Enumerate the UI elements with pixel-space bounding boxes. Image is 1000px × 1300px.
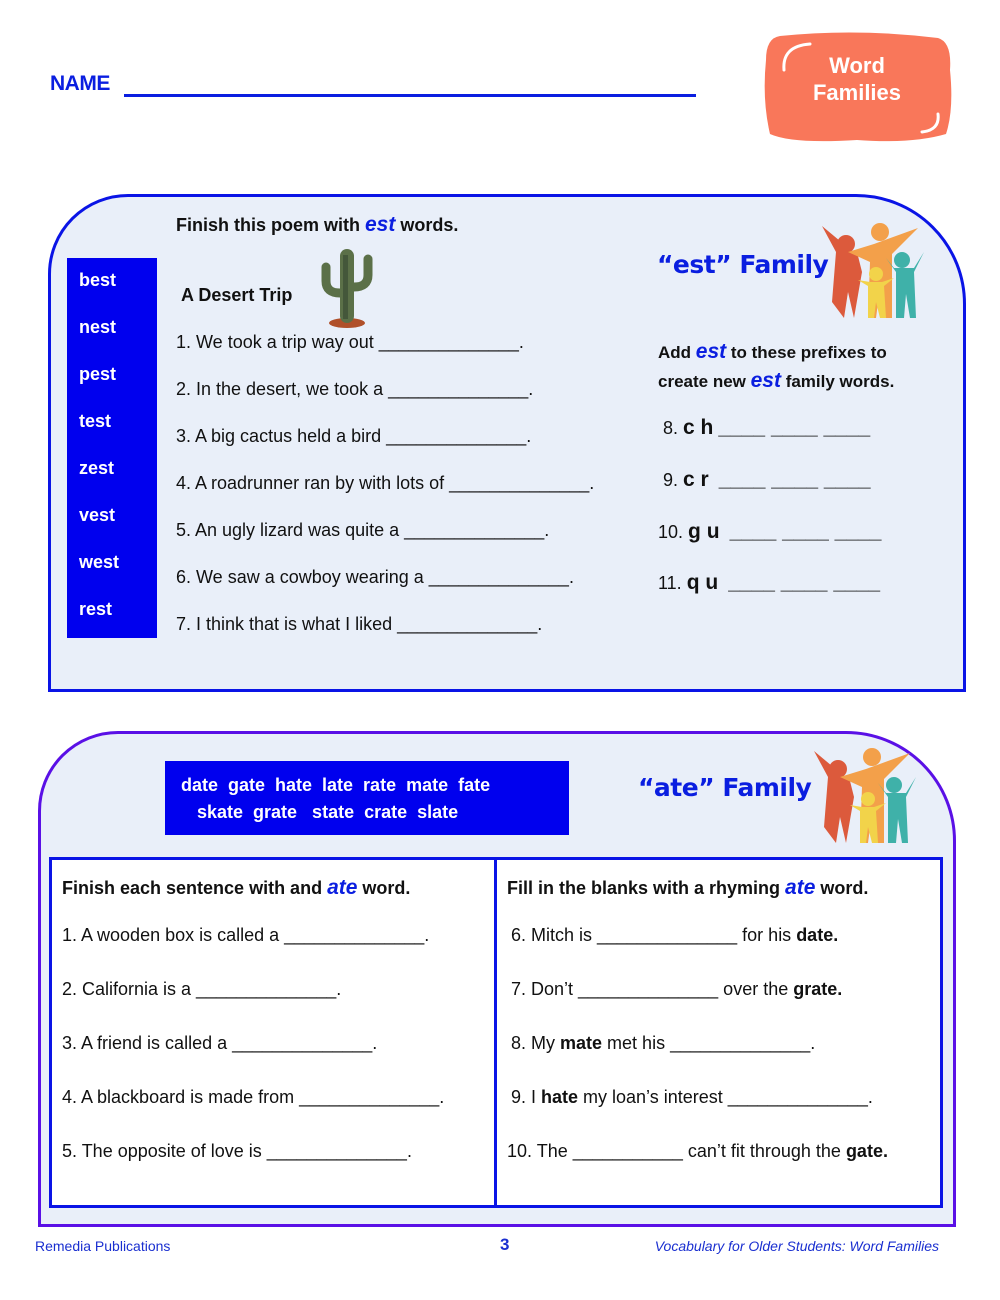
sentence-text: 8. My (511, 1033, 561, 1053)
heading-text-end: word. (357, 878, 411, 898)
sentence (507, 1141, 888, 1162)
est-family-title: “est” Family (657, 250, 829, 279)
sentence (511, 1087, 873, 1108)
panel-heading (507, 876, 868, 900)
sentence-bold: gate. (845, 1141, 888, 1161)
prefix-letters: c h (683, 416, 714, 439)
prefix-instruction (658, 338, 894, 396)
instruction-text: Finish this poem with (176, 215, 365, 235)
prefix-number: 11. (658, 573, 682, 593)
poem-line: 1. We took a trip way out ______________. (176, 332, 524, 352)
page-number: 3 (500, 1235, 510, 1254)
word-item: test (79, 411, 112, 431)
word-item: pest (79, 364, 117, 384)
sentence (511, 925, 838, 946)
ate-word-list (165, 761, 569, 835)
word-list-line: date gate hate late rate mate fate (181, 775, 491, 795)
sentence-bold: grate. (793, 979, 843, 999)
sentence-panel-left (49, 857, 499, 1208)
heading-highlight: ate (785, 876, 816, 899)
name-input-line[interactable] (124, 94, 696, 97)
add-text-end: family words. (780, 372, 895, 391)
word-item: nest (79, 317, 117, 337)
sentence: 4. A blackboard is made from ______________. (62, 1087, 445, 1107)
prefix-number: 10. (658, 522, 684, 542)
sentence-bold: mate (560, 1033, 603, 1053)
word-item: vest (79, 505, 116, 525)
prefix-blanks[interactable]: ____ ____ ____ (718, 416, 871, 439)
sentence-bold: hate (541, 1087, 579, 1107)
heading-text: Fill in the blanks with a rhyming (507, 878, 786, 898)
prefix-letters: g u (688, 520, 720, 543)
est-instruction (176, 213, 458, 237)
word-families-badge (762, 30, 952, 142)
sentence-bold: date. (796, 925, 839, 945)
prefix-item (663, 468, 871, 492)
poem-line: 5. An ugly lizard was quite a ______________. (176, 520, 550, 540)
prefix-item (663, 416, 870, 440)
poem-line: 7. I think that is what I liked ______________. (176, 614, 543, 634)
sentence-text: 10. The ___________ can’t fit through the (507, 1141, 846, 1161)
sentence: 1. A wooden box is called a ______________. (62, 925, 430, 945)
poem-line: 6. We saw a cowboy wearing a ______________. (176, 567, 574, 587)
word-item: zest (79, 458, 115, 478)
book-title: Vocabulary for Older Students: Word Families (654, 1238, 939, 1254)
instruction-text-end: words. (395, 215, 459, 235)
family-icon (818, 222, 926, 320)
cactus-icon (314, 245, 380, 329)
name-label: NAME (50, 72, 110, 95)
instruction-highlight: est (365, 213, 396, 236)
prefix-blanks[interactable]: ____ ____ ____ (728, 571, 881, 594)
prefix-item (658, 571, 880, 595)
panel-heading (62, 876, 410, 900)
sentence-text-end: my loan’s interest ______________. (578, 1087, 873, 1107)
poem-line: 4. A roadrunner ran by with lots of ______________. (176, 473, 595, 493)
prefix-item (658, 520, 881, 544)
est-word-list (67, 258, 157, 638)
heading-text-end: word. (815, 878, 869, 898)
poem-title: A Desert Trip (181, 285, 293, 305)
sentence: 2. California is a ______________. (62, 979, 342, 999)
add-text: create new (658, 372, 751, 391)
poem-line: 2. In the desert, we took a ______________. (176, 379, 534, 399)
heading-text: Finish each sentence with and (62, 878, 328, 898)
word-list-line: skate grate state crate slate (197, 802, 459, 822)
prefix-blanks[interactable]: ____ ____ ____ (729, 520, 882, 543)
sentence (511, 1033, 815, 1054)
sentence-panel-right (494, 857, 943, 1208)
prefix-letters: c r (683, 468, 709, 491)
prefix-number: 8. (663, 418, 679, 438)
add-text-end: to these prefixes to (726, 343, 887, 362)
prefix-number: 9. (663, 470, 679, 490)
prefix-letters: q u (686, 571, 719, 594)
add-highlight: est (695, 340, 727, 363)
add-text: Add (658, 343, 696, 362)
badge-line-1: Word (829, 53, 885, 78)
sentence-text: 9. I (511, 1087, 542, 1107)
heading-highlight: ate (327, 876, 358, 899)
word-item: rest (79, 599, 113, 619)
ate-family-title: “ate” Family (638, 773, 812, 802)
sentence: 3. A friend is called a ______________. (62, 1033, 378, 1053)
sentence: 5. The opposite of love is ______________. (62, 1141, 412, 1161)
word-item: west (79, 552, 120, 572)
word-item: best (79, 270, 117, 290)
sentence (511, 979, 842, 1000)
badge-line-2: Families (812, 80, 902, 105)
family-icon (810, 747, 918, 845)
poem-line: 3. A big cactus held a bird ______________. (176, 426, 532, 446)
sentence-text: 6. Mitch is ______________ for his (511, 925, 797, 945)
publisher: Remedia Publications (35, 1238, 171, 1254)
add-highlight: est (750, 369, 781, 392)
prefix-blanks[interactable]: ____ ____ ____ (718, 468, 871, 491)
sentence-text: 7. Don’t ______________ over the (511, 979, 794, 999)
sentence-text-end: met his ______________. (602, 1033, 816, 1053)
